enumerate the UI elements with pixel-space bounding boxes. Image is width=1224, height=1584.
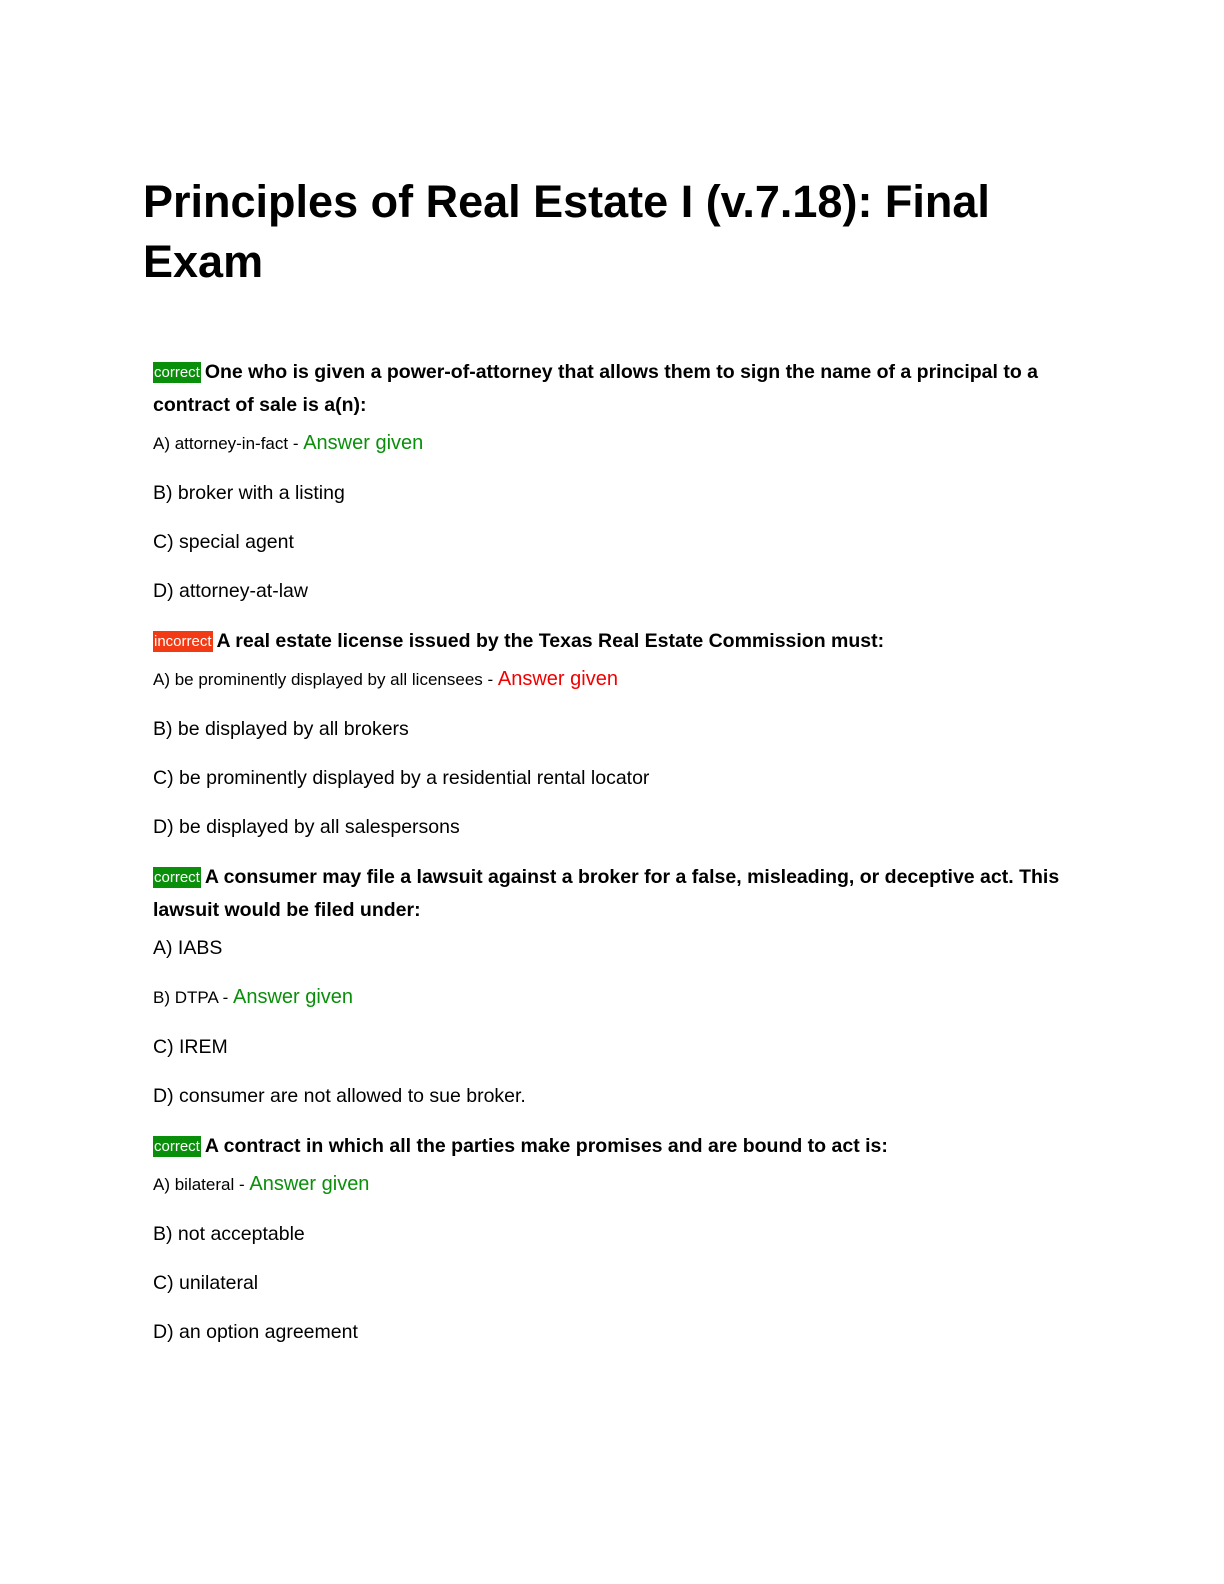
option-b: B) not acceptable [153, 1223, 305, 1245]
question-text [153, 356, 1073, 422]
question-text [153, 625, 1073, 658]
answer-given-note: Answer given [497, 668, 618, 690]
option-b [153, 985, 1073, 1010]
question-text [153, 1130, 1073, 1163]
option-c: C) IREM [153, 1036, 228, 1058]
option-label: A) be prominently displayed by all licensees - [153, 670, 498, 689]
option-a: A) IABS [153, 937, 223, 959]
option-b: B) broker with a listing [153, 482, 345, 504]
option-b: B) be displayed by all brokers [153, 718, 409, 740]
question-prompt: One who is given a power-of-attorney that allows them to sign the name of a principal to a contract of sale is a(n): [153, 361, 1039, 416]
question-list [153, 356, 1073, 1366]
option-label: B) DTPA - [153, 988, 233, 1007]
option-label: A) attorney-in-fact - [153, 434, 304, 453]
option-label: A) bilateral - [153, 1175, 250, 1194]
option-c: C) special agent [153, 531, 294, 553]
option-a [153, 431, 1073, 456]
question-4 [153, 1130, 1073, 1344]
page-title: Principles of Real Estate I (v.7.18): Final Exam [143, 176, 990, 287]
question-prompt: A consumer may file a lawsuit against a broker for a false, misleading, or deceptive act. This lawsuit would be filed under: [153, 866, 1060, 921]
question-3 [153, 861, 1073, 1108]
status-badge-correct: correct [154, 869, 200, 886]
option-d: D) an option agreement [153, 1321, 358, 1343]
option-a [153, 1172, 1073, 1197]
status-badge-correct: correct [154, 1138, 200, 1155]
option-d: D) attorney-at-law [153, 580, 308, 602]
option-c: C) be prominently displayed by a residential rental locator [153, 767, 650, 789]
status-badge-incorrect: incorrect [154, 633, 212, 650]
question-prompt: A contract in which all the parties make promises and are bound to act is: [204, 1135, 888, 1157]
answer-given-note: Answer given [249, 1173, 370, 1195]
option-d: D) be displayed by all salespersons [153, 816, 460, 838]
option-a [153, 667, 1073, 692]
answer-given-note: Answer given [303, 432, 424, 454]
option-c: C) unilateral [153, 1272, 259, 1294]
question-prompt: A real estate license issued by the Texas Real Estate Commission must: [216, 630, 885, 652]
question-text [153, 861, 1073, 927]
question-1 [153, 356, 1073, 603]
status-badge-correct: correct [154, 364, 200, 381]
option-d: D) consumer are not allowed to sue broker. [153, 1085, 526, 1107]
question-2 [153, 625, 1073, 839]
answer-given-note: Answer given [232, 986, 354, 1008]
